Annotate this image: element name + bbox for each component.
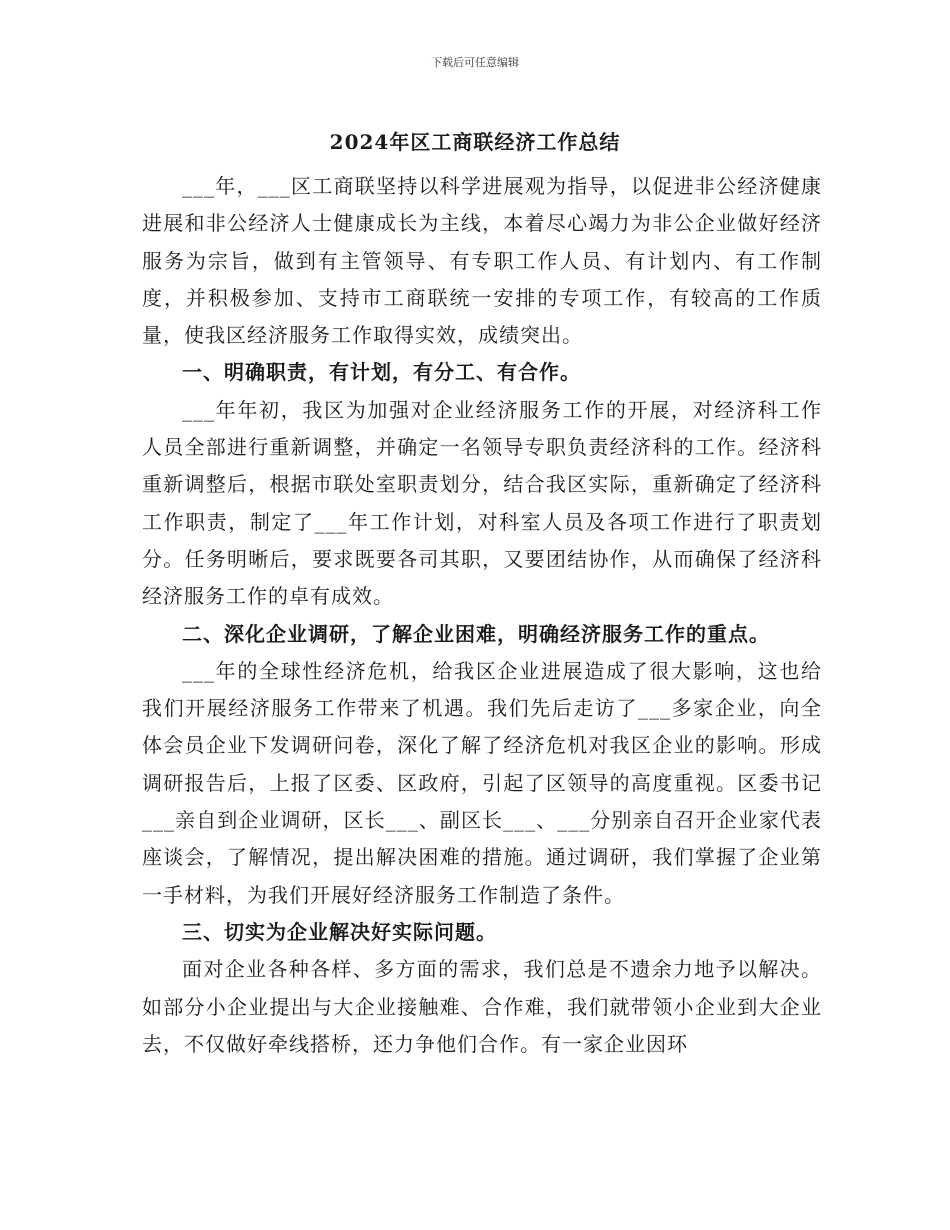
section-heading: 三、切实为企业解决好实际问题。 <box>182 919 497 944</box>
section-heading: 一、明确职责，有计划，有分工、有合作。 <box>182 360 581 385</box>
section-heading: 二、深化企业调研，了解企业困难，明确经济服务工作的重点。 <box>182 621 770 646</box>
header-note: 下载后可任意编辑 <box>431 56 519 69</box>
body-paragraph: ___年的全球性经济危机，给我区企业进展造成了很大影响，这也给我们开展经济服务工作带来了机遇。我们先后走访了___多家企业，向全体会员企业下发调研问卷，深化了解了经济危机对我区企业的影响。形成调研报告后，上报了区委、区政府，引起了区领导的高度重视。区委书记___亲自到企业调研，区长___、副区长___、___分别亲自召开企业家代表座谈会，了解情况，提出解决困难的措施。通过调研，我们掌握了企业第一手材料，为我们开展好经济服务工作制造了条件。 <box>142 658 822 907</box>
document-title: 2024年区工商联经济工作总结 <box>329 130 621 154</box>
document-body <box>142 168 822 1063</box>
body-paragraph: ___年，___区工商联坚持以科学进展观为指导，以促进非公经济健康进展和非公经济人士健康成长为主线，本着尽心竭力为非公企业做好经济服务为宗旨，做到有主管领导、有专职工作人员、有计划内、有工作制度，并积极参加、支持市工商联统一安排的专项工作，有较高的工作质量，使我区经济服务工作取得实效，成绩突出。 <box>142 174 822 348</box>
body-paragraph: ___年年初，我区为加强对企业经济服务工作的开展，对经济科工作人员全部进行重新调整，并确定一名领导专职负责经济科的工作。经济科重新调整后，根据市联处室职责划分，结合我区实际，重新确定了经济科工作职责，制定了___年工作计划，对科室人员及各项工作进行了职责划分。任务明晰后，要求既要各司其职，又要团结协作，从而确保了经济科经济服务工作的卓有成效。 <box>142 397 822 609</box>
body-paragraph: 面对企业各种各样、多方面的需求，我们总是不遗余力地予以解决。如部分小企业提出与大企业接触难、合作难，我们就带领小企业到大企业去，不仅做好牵线搭桥，还力争他们合作。有一家企业因环 <box>142 957 822 1056</box>
